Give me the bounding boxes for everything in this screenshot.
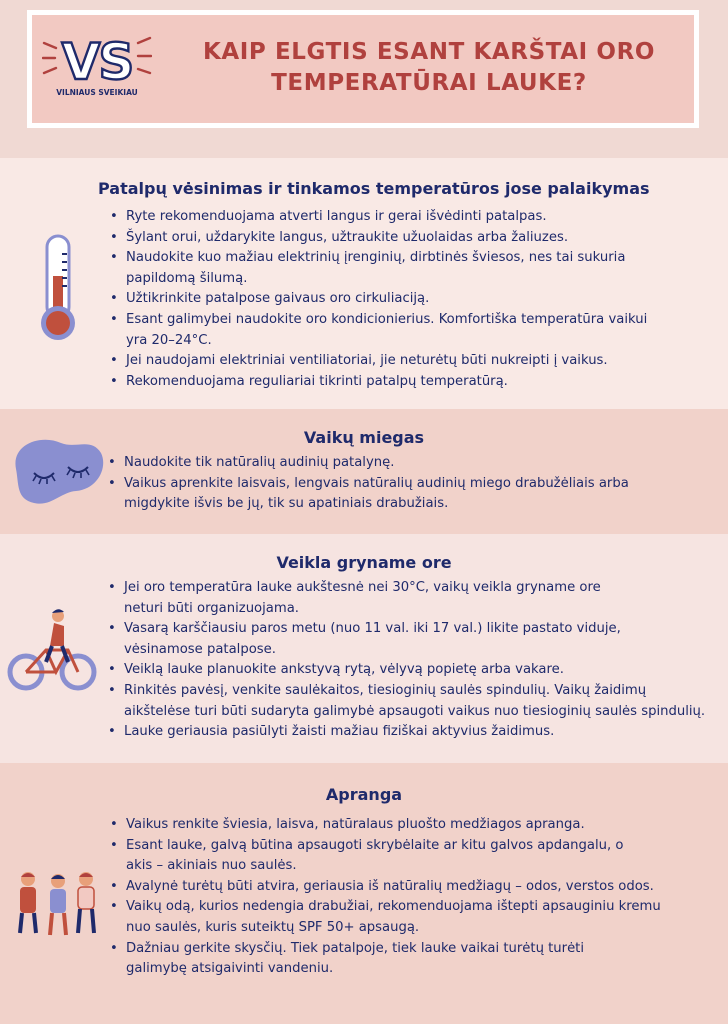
section-clothing [0,763,728,1024]
list-item: • Naudokite tik natūralių audinių patalynę. [108,453,668,474]
list-item: • Veiklą lauke planuokite ankstyvą rytą, vėlyvą popietę arba vakare. [108,660,708,681]
list-item: • Vaikus aprenkite laisvais, lengvais natūralių audinių miego drabužėliais arba migdykite išvis be jų, tik su apatiniais drabužiais. [108,474,668,515]
list-item: • Dažniau gerkite skysčių. Tiek patalpoje, tiek lauke vaikai turėtų turėti galimybę atsigaivinti vandeniu. [110,939,646,980]
list-item: • Vaikų odą, kurios nedengia drabužiai, rekomenduojama ištepti apsauginiu kremu nuo saulės, kuris suteiktų SPF 50+ apsaugą. [110,897,666,938]
bullet-list [110,207,670,392]
bullet-list [110,815,690,980]
list-item: • Jei naudojami elektriniai ventiliatoriai, jie neturėtų būti nukreipti į vaikus. [110,351,670,372]
list-item: • Jei oro temperatūra lauke aukštesnė nei 30°C, vaikų veikla gryname ore neturi būti organizuojama. [108,578,604,619]
list-item: • Vaikus renkite šviesia, laisva, natūralaus pluošto medžiagos apranga. [110,815,690,836]
section-cooling [0,158,728,409]
list-item: • Rekomenduojama reguliariai tikrinti patalpų temperatūrą. [110,372,670,393]
list-item: • Naudokite kuo mažiau elektrinių įrenginių, dirbtinės šviesos, nes tai sukuria papildomą šilumą. [110,248,670,289]
list-item: • Rinkitės pavėsį, venkite saulėkaitos, tiesioginių saulės spindulių. Vaikų žaidimų aikštelėse turi būti sudaryta galimybė apsaugoti vaikus nuo tiesioginių saulės spindulių. [108,681,708,722]
section-title: Patalpų vėsinimas ir tinkamos temperatūros jose palaikymas [98,179,650,198]
cyclist-icon [6,606,98,698]
section-outdoor [0,534,728,763]
list-item: • Užtikrinkite patalpose gaivaus oro cirkuliaciją. [110,289,670,310]
logo-letters: VS [61,33,133,91]
bullet-list [108,453,668,515]
section-title: Veikla gryname ore [276,553,452,572]
section-title: Vaikų miegas [303,428,425,447]
list-item: • Ryte rekomenduojama atverti langus ir gerai išvėdinti patalpas. [110,207,670,228]
sleep-mask-icon [6,429,106,511]
list-item: • Esant lauke, galvą būtina apsaugoti skrybėlaite ar kitu galvos apdangalu, o akis – akiniais nuo saulės. [110,836,646,877]
list-item: • Lauke geriausia pasiūlyti žaisti mažiau fiziškai aktyvius žaidimus. [108,722,708,743]
thermometer-icon [36,234,84,344]
section-title: Apranga [325,785,403,804]
section-sleep [0,409,728,534]
header-band [0,0,728,158]
list-item: • Avalynė turėtų būti atvira, geriausia iš natūralių medžiagų – odos, verstos odos. [110,877,690,898]
logo-caption: VILNIAUS SVEIKIAU [56,88,138,97]
list-item: • Esant galimybei naudokite oro kondicionierius. Komfortiška temperatūra vaikui yra 20–24°C. [110,310,670,351]
bullet-list [108,578,708,743]
list-item: • Vasarą karščiausiu paros metu (nuo 11 val. iki 17 val.) likite pastato viduje, vėsinamose patalpose. [108,619,624,660]
children-icon [8,867,108,945]
header-box [27,10,699,128]
vilniaus-sveikiau-logo [42,29,152,99]
list-item: • Šylant orui, uždarykite langus, užtraukite užuolaidas arba žaliuzes. [110,228,670,249]
page-title: KAIP ELGTIS ESANT KARŠTAI ORO TEMPERATŪRAI LAUKE? [202,39,656,96]
